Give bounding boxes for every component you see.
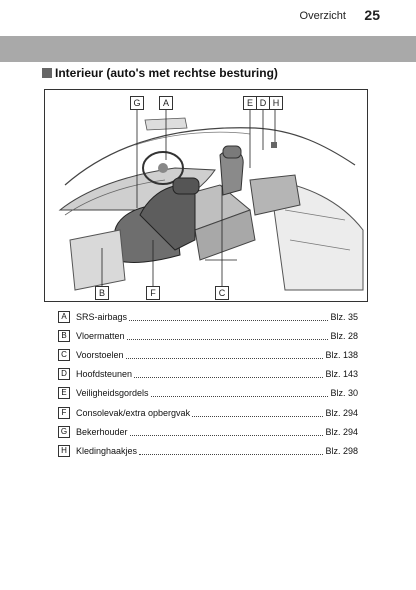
dot-leader — [134, 372, 323, 378]
index-label: Vloermatten — [76, 330, 125, 341]
dot-leader — [192, 411, 323, 417]
index-letter: E — [58, 387, 70, 399]
index-row — [58, 345, 358, 364]
header-title: Overzicht — [299, 10, 346, 22]
index-letter: D — [58, 368, 70, 380]
index-row — [58, 365, 358, 384]
callout-b: B — [95, 286, 109, 300]
dot-leader — [151, 391, 329, 397]
car-interior-drawing — [45, 90, 368, 302]
callout-e: E — [243, 96, 257, 110]
page-header — [0, 0, 416, 34]
index-letter: G — [58, 426, 70, 438]
component-index — [58, 307, 358, 461]
index-letter: B — [58, 330, 70, 342]
section-title — [42, 66, 278, 80]
index-page-ref[interactable]: Blz. 294 — [325, 407, 358, 418]
index-row — [58, 403, 358, 422]
dot-leader — [127, 334, 329, 340]
index-row — [58, 422, 358, 441]
index-page-ref[interactable]: Blz. 294 — [325, 426, 358, 437]
callout-c: C — [215, 286, 229, 300]
callout-f: F — [146, 286, 160, 300]
dot-leader — [139, 449, 323, 455]
callout-a: A — [159, 96, 173, 110]
index-label: Veiligheidsgordels — [76, 388, 149, 399]
index-page-ref[interactable]: Blz. 298 — [325, 445, 358, 456]
index-letter: F — [58, 407, 70, 419]
dot-leader — [126, 353, 324, 359]
index-label: Consolevak/extra opbergvak — [76, 407, 191, 418]
index-page-ref[interactable]: Blz. 138 — [325, 349, 358, 360]
index-page-ref[interactable]: Blz. 30 — [330, 388, 358, 399]
section-marker-icon — [42, 68, 52, 78]
index-page-ref[interactable]: Blz. 143 — [325, 369, 358, 380]
index-row — [58, 307, 358, 326]
index-label: Voorstoelen — [76, 349, 124, 360]
dot-leader — [130, 430, 324, 436]
index-page-ref[interactable]: Blz. 35 — [330, 311, 358, 322]
index-label: Bekerhouder — [76, 426, 128, 437]
page-number: 25 — [364, 7, 380, 23]
index-row — [58, 384, 358, 403]
callout-g: G — [130, 96, 144, 110]
callout-d: D — [256, 96, 270, 110]
header-band — [0, 36, 416, 62]
index-row — [58, 441, 358, 460]
interior-illustration — [44, 89, 368, 302]
index-row — [58, 326, 358, 345]
index-page-ref[interactable]: Blz. 28 — [330, 330, 358, 341]
index-label: Hoofdsteunen — [76, 369, 133, 380]
callout-h: H — [269, 96, 283, 110]
dot-leader — [129, 315, 328, 321]
index-label: SRS-airbags — [76, 311, 128, 322]
index-letter: C — [58, 349, 70, 361]
index-letter: H — [58, 445, 70, 457]
index-label: Kledinghaakjes — [76, 445, 138, 456]
section-title-text: Interieur (auto's met rechtse besturing) — [55, 66, 278, 80]
index-letter: A — [58, 311, 70, 323]
